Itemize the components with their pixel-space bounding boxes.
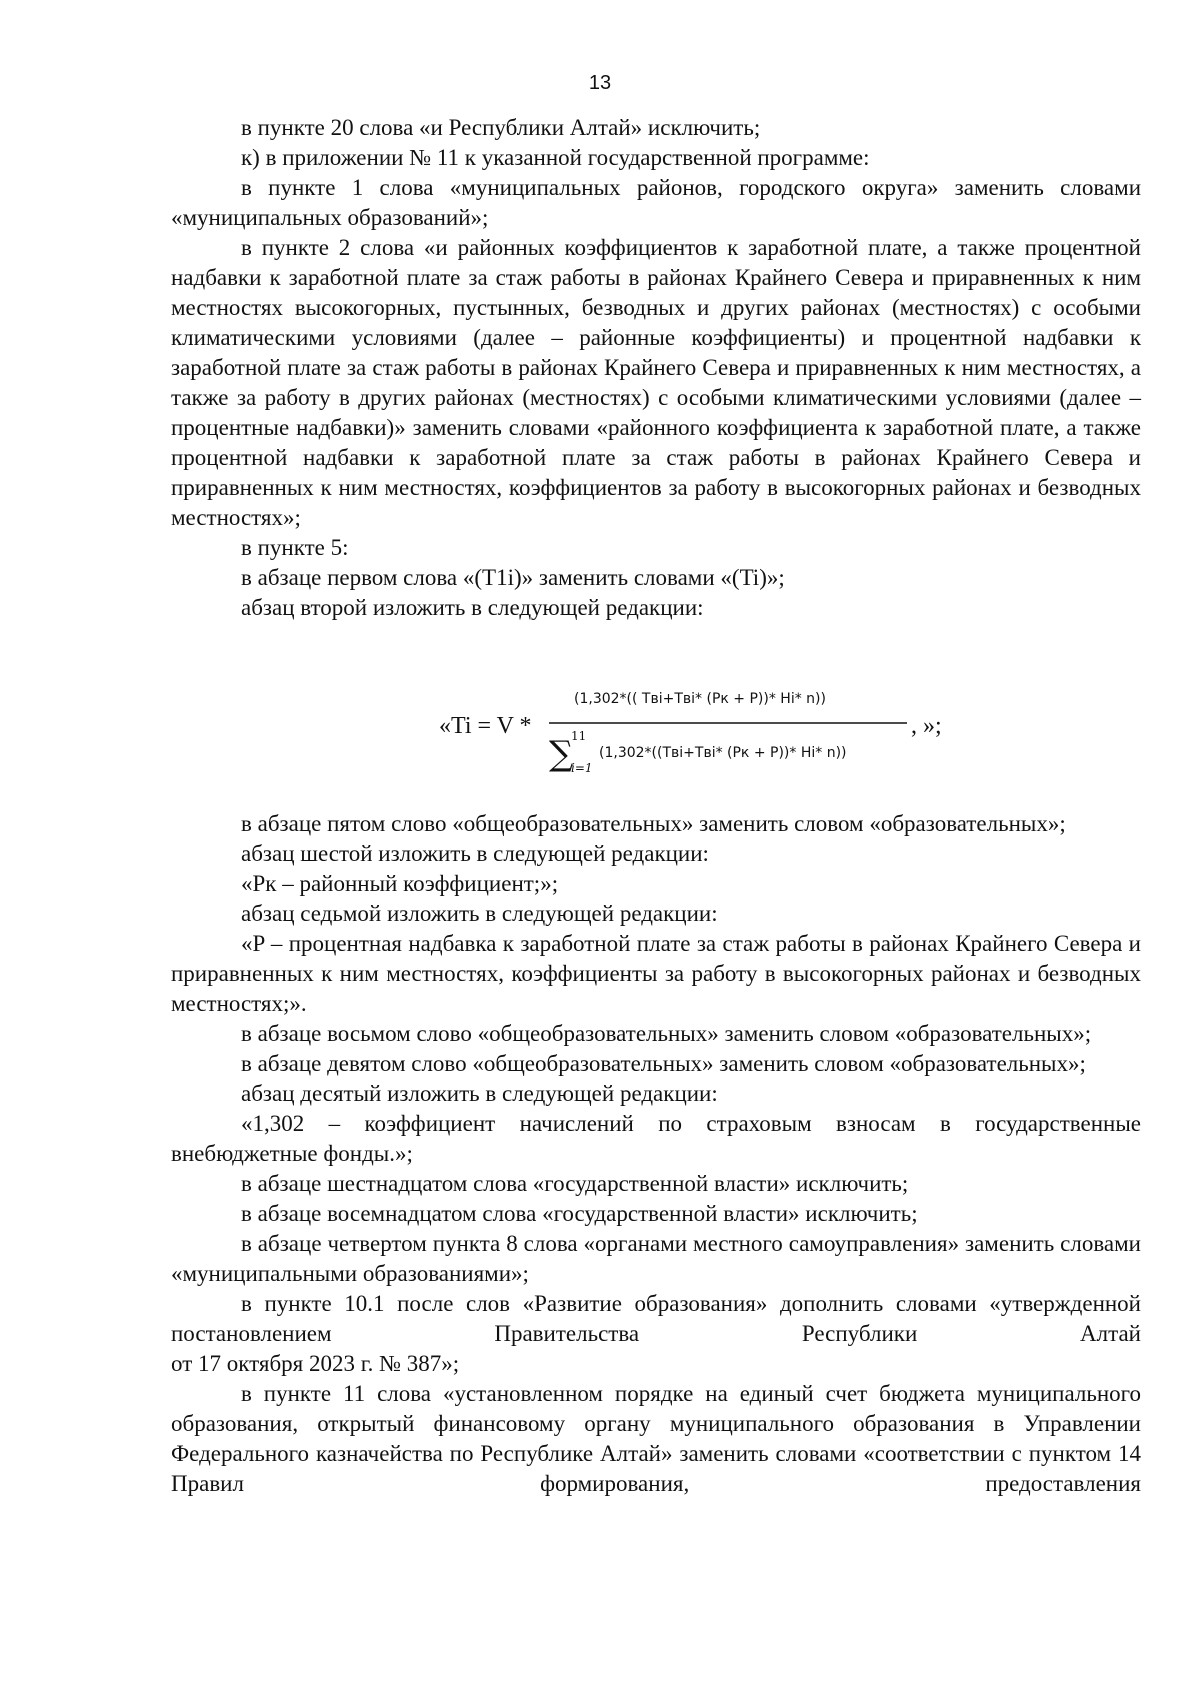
paragraph: в пункте 11 слова «установленном порядке на единый счет бюджета муниципального образования, открытый финансовому органу муниципального образования в Управлении Федерального казначейства по Республике Алтай» заменить словами «соответствии с пунктом 14 Правил формирования, предоставления [171, 1381, 1141, 1496]
paragraph: в пункте 2 слова «и районных коэффициентов к заработной плате, а также процентной надбавки к заработной плате за стаж работы в районах Крайнего Севера и приравненных к ним местностях высокогорных, пустынных, безводных и других районах (местностях) с особыми климатическими условиями (далее – районные коэффициенты) и процентной надбавки к заработной плате за стаж работы в районах Крайнего Севера и приравненных к ним местностях, а также за работу в других районах (местностях) с особыми климатическими условиями (далее – процентные надбавки)» заменить словами «районного коэффициента к заработной плате, а также процентной надбавки к заработной плате за стаж работы в районах Крайнего Севера и приравненных к ним местностях, коэффициентов за работу в высокогорных районах и безводных местностях»; [171, 235, 1141, 530]
paragraph: в абзаце восемнадцатом слова «государственной власти» исключить; [241, 1201, 918, 1226]
paragraph: в абзаце четвертом пункта 8 слова «органами местного самоуправления» заменить словами «муниципальными образованиями»; [171, 1231, 1141, 1286]
paragraph: в пункте 1 слова «муниципальных районов, городского округа» заменить словами «муниципальных образований»; [171, 175, 1141, 230]
paragraph: в абзаце первом слова «(T1i)» заменить словами «(Ti)»; [241, 565, 785, 590]
formula-graphic [171, 645, 1141, 795]
paragraph: в абзаце восьмом слово «общеобразовательных» заменить словом «образовательных»; [241, 1021, 1092, 1046]
page-number: 13 [588, 72, 612, 94]
paragraph: в абзаце шестнадцатом слова «государственной власти» исключить; [241, 1171, 909, 1196]
paragraph: абзац седьмой изложить в следующей редакции: [241, 901, 718, 926]
paragraph: в пункте 10.1 после слов «Развитие образования» дополнить словами «утвержденной постановлением Правительства Республики Алтай [171, 1291, 1141, 1346]
formula-denominator: (1,302*((Твi+Твi* (Pк + P))* Hi* n)) [599, 745, 847, 761]
paragraph: «Pк – районный коэффициент;»; [241, 871, 559, 896]
paragraph: в абзаце девятом слово «общеобразовательных» заменить словом «образовательных»; [241, 1051, 1086, 1076]
document-body [171, 113, 1141, 1499]
paragraph-continuation: от 17 октября 2023 г. № 387»; [171, 1351, 460, 1376]
paragraph: в пункте 5: [241, 535, 349, 560]
paragraph: к) в приложении № 11 к указанной государственной программе: [241, 145, 870, 170]
paragraph: «1,302 – коэффициент начислений по страховым взносам в государственные внебюджетные фонды.»; [171, 1111, 1141, 1166]
paragraph: «P – процентная надбавка к заработной плате за стаж работы в районах Крайнего Севера и приравненных к ним местностях, коэффициенты за работу в высокогорных районах и безводных местностях;». [171, 931, 1141, 1016]
paragraph: абзац второй изложить в следующей редакции: [241, 595, 704, 620]
paragraph: абзац шестой изложить в следующей редакции: [241, 841, 709, 866]
paragraph: в абзаце пятом слово «общеобразовательных» заменить словом «образовательных»; [241, 811, 1066, 836]
sum-symbol: ∑ [549, 734, 574, 774]
formula-numerator: (1,302*(( Твi+Твi* (Pк + P))* Hi* n)) [574, 691, 826, 707]
formula [171, 645, 1141, 795]
formula-lhs: «Ti = V * [439, 713, 532, 739]
paragraph: в пункте 20 слова «и Республики Алтай» исключить; [241, 115, 761, 140]
sum-lower-limit: i=1 [571, 761, 593, 775]
sum-upper-limit: 11 [571, 729, 587, 743]
paragraph-group [171, 1289, 1141, 1379]
formula-tail: , »; [911, 713, 942, 739]
paragraph: абзац десятый изложить в следующей редакции: [241, 1081, 718, 1106]
paragraphs-after-formula [171, 809, 1141, 1499]
